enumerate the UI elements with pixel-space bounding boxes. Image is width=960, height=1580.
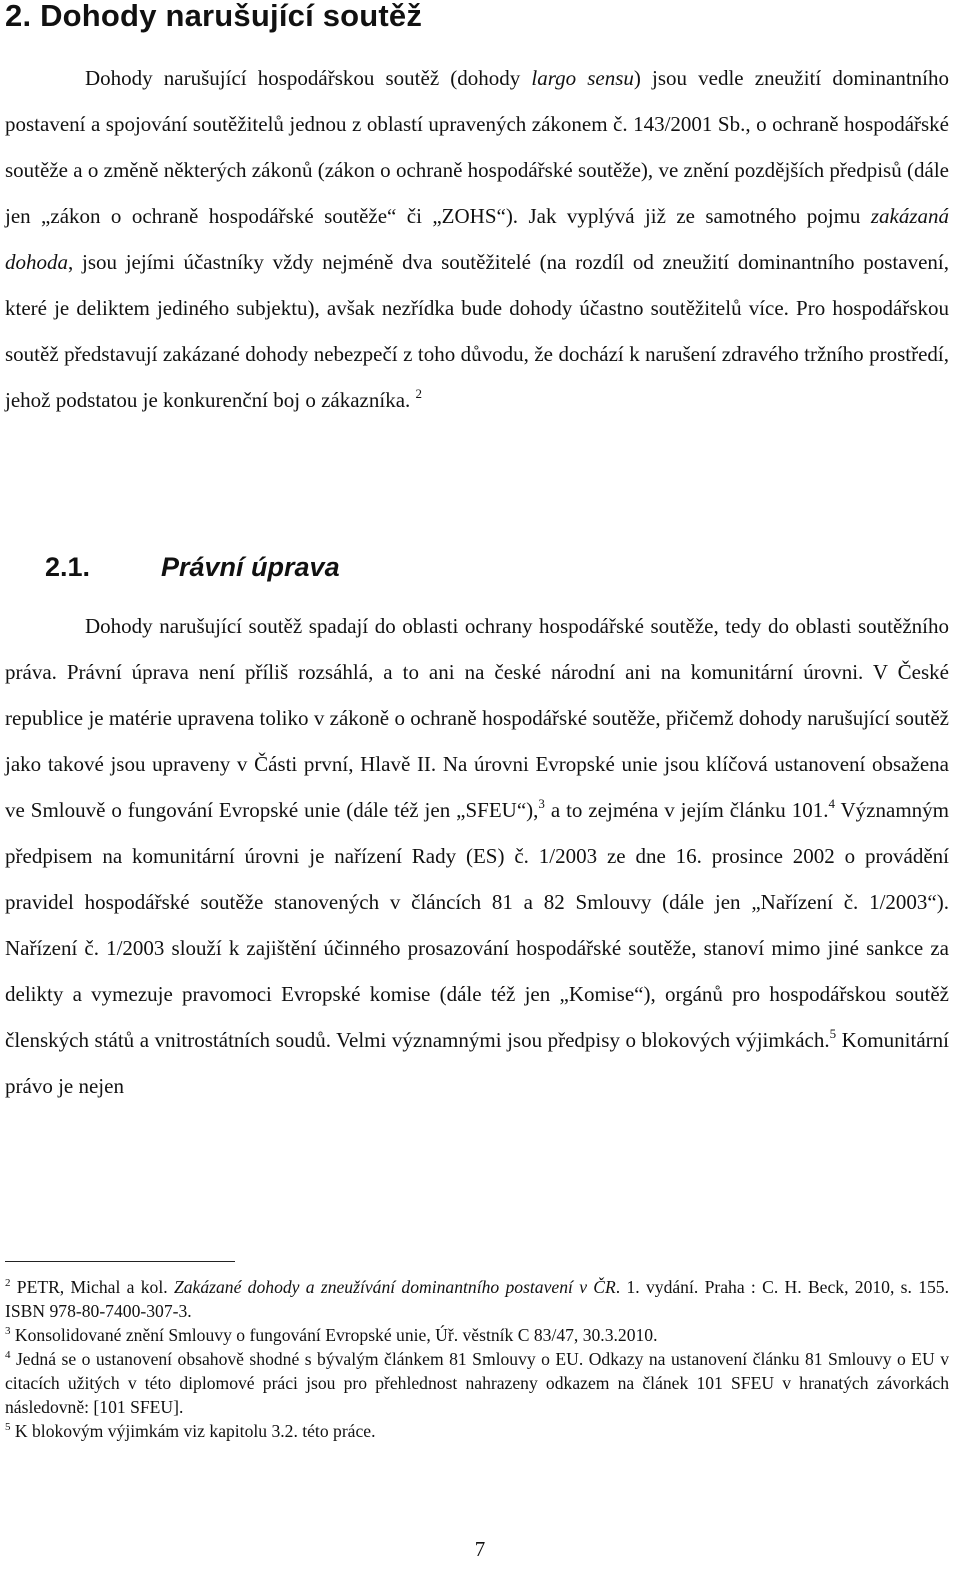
footnote-text: Jedná se o ustanovení obsahově shodné s bývalým článkem 81 Smlouvy o EU. Odkazy na ustanovení článku 81 Smlouvy o EU v citacích užitých v této diplomové práci jsou pro přehlednost nahrazeny odkazem na článek 101 SFEU v hranatých závorkách následovně: [101 SFEU]. [5,1349,949,1417]
footnotes [5,1275,949,1443]
footnote-5 [5,1419,949,1443]
footnote-number: 4 [5,1349,11,1361]
footnote-4 [5,1347,949,1419]
text-run: ) jsou vedle zneužití dominantního postavení a spojování soutěžitelů jednou z oblastí upravených zákonem č. 143/2001 Sb., o ochraně hospodářské soutěže a o změně některých zákonů (zákon o ochraně hospodářské soutěže), ve znění pozdějších předpisů (dále jen „zákon o ochraně hospodářské soutěže“ či „ZOHS“). Jak vyplývá již ze samotného pojmu [5,66,949,228]
page-number: 7 [474,1537,486,1561]
chapter-heading: 2. Dohody narušující soutěž [5,0,423,33]
text-run: Dohody narušující soutěž spadají do oblasti ochrany hospodářské soutěže, tedy do oblasti soutěžního práva. Právní úprava není příliš rozsáhlá, a to ani na české národní ani na komunitární úrovni. V České republice je matérie upravena toliko v zákoně o ochraně hospodářské soutěže, přičemž dohody narušující soutěž jako takové jsou upraveny v Části první, Hlavě II. Na úrovni Evropské unie jsou klíčová ustanovení obsažena ve Smlouvě o fungování Evropské unie (dále též jen „SFEU“), [5,614,949,822]
italic-term: largo sensu [531,66,634,90]
footnote-text: K blokovým výjimkám viz kapitolu 3.2. této práce. [10,1421,376,1441]
paragraph-legal [5,603,949,1109]
footnote-title: Zakázané dohody a zneužívání dominantního postavení v ČR [173,1277,616,1297]
section-title: Právní úprava [161,552,340,582]
text-run: Významným předpisem na komunitární úrovni je nařízení Rady (ES) č. 1/2003 ze dne 16. prosince 2002 o provádění pravidel hospodářské soutěže stanovených v článcích 81 a 82 Smlouvy (dále jen „Nařízení č. 1/2003“). Nařízení č. 1/2003 slouží k zajištění účinného prosazování hospodářské soutěže, stanoví mimo jiné sankce za delikty a vymezuje pravomoci Evropské komise (dále též jen „Komise“), orgánů pro hospodářskou soutěž členských států a vnitrostátních soudů. Velmi významnými jsou předpisy o blokových výjimkách. [5,798,949,1052]
footnote-ref[interactable]: 5 [829,1026,837,1041]
text-run: Komunitární právo je nejen [5,1028,949,1098]
footnote-separator [5,1261,235,1262]
footnote-ref[interactable]: 2 [415,386,423,401]
footnote-number: 2 [5,1277,11,1289]
section-heading [45,547,340,587]
footnote-2 [5,1275,949,1323]
text-run: a to zejména v jejím článku 101. [544,798,829,822]
footnote-text: Konsolidované znění Smlouvy o fungování Evropské unie, Úř. věstník C 83/47, 30.3.2010. [10,1325,658,1345]
section-number: 2.1. [45,552,91,582]
footnote-3 [5,1323,949,1347]
text-run: , jsou jejími účastníky vždy nejméně dva soutěžitelé (na rozdíl od zneužití dominantního postavení, které je deliktem jediného subjektu), avšak nezřídka bude dohody účastno soutěžitelů více. Pro hospodářskou soutěž představují zakázané dohody nebezpečí z toho důvodu, že dochází k narušení zdravého tržního prostředí, jehož podstatou je konkurenční boj o zákazníka. [5,250,949,412]
footnote-number: 3 [5,1325,11,1337]
italic-term: zakázaná dohoda [5,204,949,274]
footnote-ref[interactable]: 4 [828,796,835,811]
text-run: Dohody narušující hospodářskou soutěž (dohody [85,66,532,90]
footnote-text: PETR, Michal a kol. [10,1277,174,1297]
footnote-number: 5 [5,1421,11,1433]
footnote-ref[interactable]: 3 [538,796,545,811]
paragraph-intro [5,55,949,423]
footnote-text: . 1. vydání. Praha : C. H. Beck, 2010, s. 155. ISBN 978-80-7400-307-3. [5,1277,950,1321]
